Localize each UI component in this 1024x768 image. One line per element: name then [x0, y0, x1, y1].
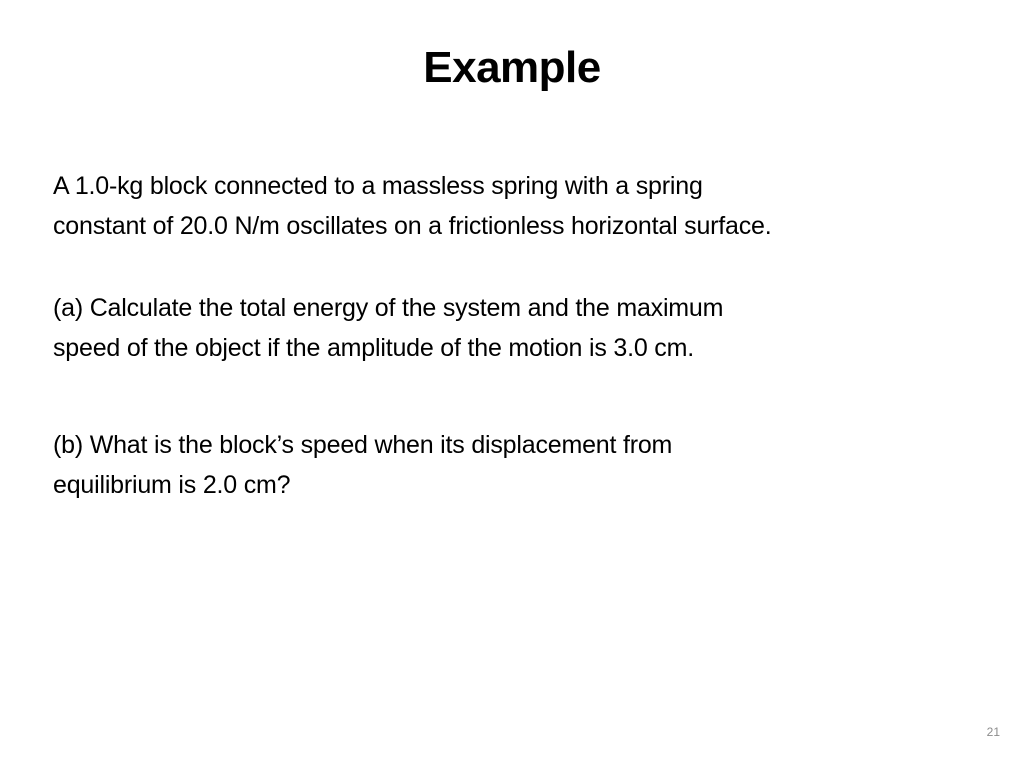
problem-statement-line-2: constant of 20.0 N/m oscillates on a frictionless horizontal surface.: [53, 212, 772, 240]
question-b: [53, 425, 993, 505]
question-b-line-1: (b) What is the block’s speed when its displacement from: [53, 431, 673, 459]
problem-statement-line-1: A 1.0-kg block connected to a massless spring with a spring: [53, 172, 703, 200]
slide-title: Example: [423, 43, 601, 92]
problem-statement: [53, 166, 993, 246]
question-a-line-1: (a) Calculate the total energy of the system and the maximum: [53, 294, 724, 322]
question-b-line-2: equilibrium is 2.0 cm?: [53, 471, 291, 499]
question-a: [53, 288, 993, 368]
question-a-line-2: speed of the object if the amplitude of the motion is 3.0 cm.: [53, 334, 694, 362]
page-number: 21: [986, 725, 1000, 739]
